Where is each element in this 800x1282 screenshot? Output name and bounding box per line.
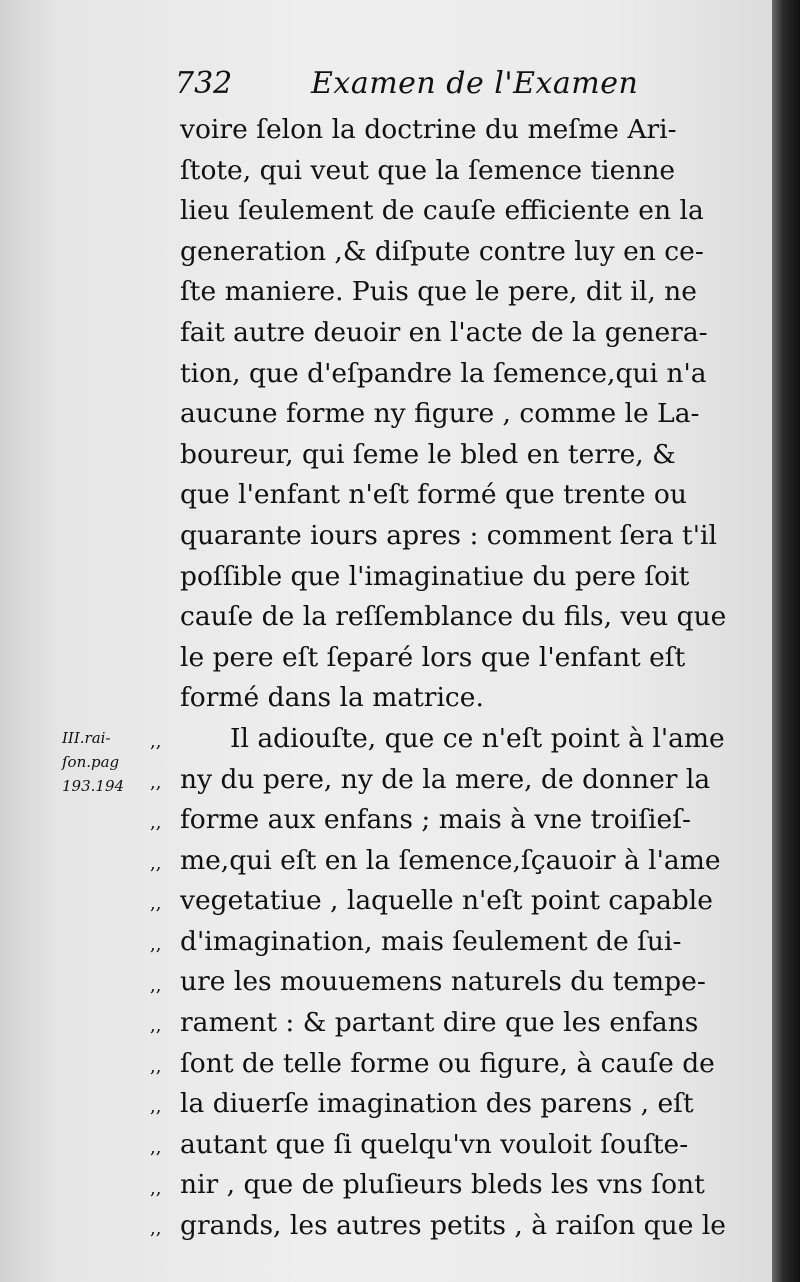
text-line: boureur, qui ſeme le bled en terre, & (180, 438, 676, 470)
quote-mark: ,, (150, 771, 162, 793)
body-text (180, 110, 746, 1247)
text-line: fait autre deuoir en l'acte de la genera- (180, 316, 708, 348)
quote-mark: ,, (150, 1177, 162, 1199)
text-line: aucune forme ny figure , comme le La- (180, 398, 700, 430)
page-number: 732 (175, 66, 233, 101)
text-line: cauſe de la reſſemblance du fils, veu que (180, 601, 727, 633)
text-line: d'imagination, mais ſeulement de ſui- (180, 925, 682, 957)
margin-note-line: ſon.pag (62, 753, 120, 771)
text-line: tion, que d'eſpandre la ſemence,qui n'a (180, 357, 707, 389)
text-line: vegetatiue , laquelle n'eſt point capable (180, 885, 713, 917)
text-line: generation ,& diſpute contre luy en ce- (180, 235, 704, 267)
quote-mark: ,, (150, 1055, 162, 1077)
quote-mark: ,, (150, 933, 162, 955)
text-line: forme aux enfans ; mais à vne troiſieſ- (180, 804, 691, 836)
quote-mark: ,, (150, 852, 162, 874)
text-line: ſtote, qui veut que la ſemence tienne (180, 154, 676, 186)
quote-mark: ,, (150, 974, 162, 996)
page-header (175, 66, 735, 110)
text-line: ſte maniere. Puis que le pere, dit il, ne (180, 276, 697, 308)
text-line: le pere eſt ſeparé lors que l'enfant eſt (180, 641, 686, 673)
margin-note-line: III.rai- (62, 729, 111, 747)
text-line: lieu ſeulement de cauſe efficiente en la (180, 195, 704, 227)
paragraph-start-line: Il adiouſte, que ce n'eſt point à l'ame (230, 722, 725, 754)
margin-note-line: 193.194 (62, 777, 125, 795)
quote-mark: ,, (150, 1096, 162, 1118)
book-spine-edge (772, 0, 800, 1282)
text-line: la diuerſe imagination des parens , eſt (180, 1088, 694, 1120)
text-line: ſont de telle forme ou figure, à cauſe de (180, 1047, 715, 1079)
text-line: ure les mouuemens naturels du tempe- (180, 966, 706, 998)
text-line: voire ſelon la doctrine du meſme Ari- (180, 114, 677, 145)
text-line: grands, les autres petits , à raiſon que le (180, 1210, 726, 1242)
quote-mark: ,, (150, 893, 162, 915)
quote-mark: ,, (150, 1136, 162, 1158)
text-line: autant que ſi quelqu'vn vouloit ſouſte- (180, 1128, 689, 1160)
text-line: rament : & partant dire que les enfans (180, 1007, 699, 1039)
text-line: poſſible que l'imaginatiue du pere ſoit (180, 560, 690, 592)
quote-mark: ,, (150, 731, 162, 752)
text-line: formé dans la matrice. (180, 682, 484, 714)
text-line: me,qui eſt en la ſemence,ſçauoir à l'ame (180, 844, 721, 876)
text-line: nir , que de pluſieurs bleds les vns ſont (180, 1169, 705, 1201)
text-line: quarante iours apres : comment ſera t'il (180, 519, 717, 551)
text-line: ny du pere, ny de la mere, de donner la (180, 763, 711, 795)
margin-note (62, 726, 142, 798)
quotation-marks-column (150, 722, 176, 1250)
text-line: que l'enfant n'eſt formé que trente ou (180, 479, 687, 511)
quote-mark: ,, (150, 1218, 162, 1240)
running-title: Examen de l'Examen (311, 66, 639, 101)
quote-mark: ,, (150, 1015, 162, 1037)
quote-mark: ,, (150, 812, 162, 834)
